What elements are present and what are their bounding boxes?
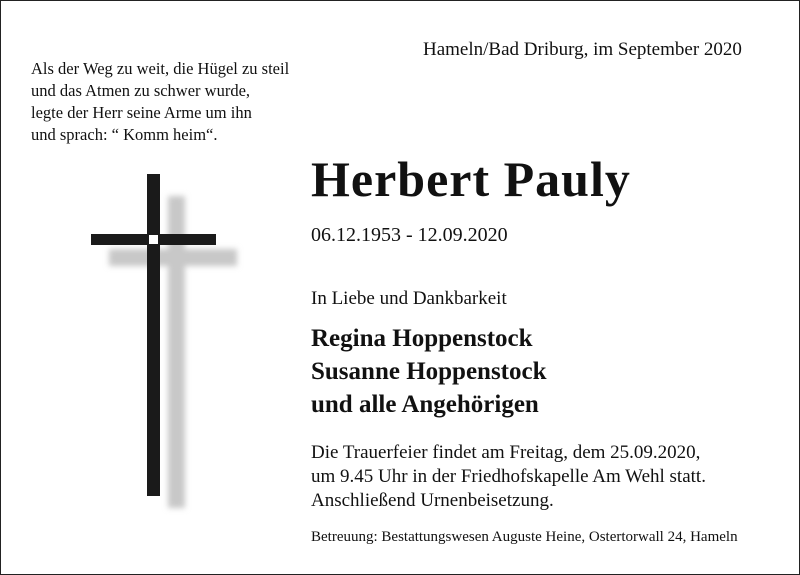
poem-line: legte der Herr seine Arme um ihn: [31, 103, 252, 122]
funeral-home-credit: Betreuung: Bestattungswesen Auguste Heine, Ostertorwall 24, Hameln: [311, 529, 738, 545]
service-info: [311, 441, 706, 513]
poem-line: und das Atmen zu schwer wurde,: [31, 81, 251, 100]
service-line: Die Trauerfeier findet am Freitag, dem 25.09.2020,: [311, 442, 701, 463]
cross-shape: [91, 174, 216, 496]
poem: [31, 58, 289, 146]
place-date: Hameln/Bad Driburg, im September 2020: [423, 39, 742, 60]
tribute-line: In Liebe und Dankbarkeit: [311, 288, 507, 309]
service-line: um 9.45 Uhr in der Friedhofskapelle Am Wehl statt.: [311, 466, 706, 487]
cross-icon: [81, 166, 251, 516]
mourner-name: Regina Hoppenstock: [311, 325, 533, 352]
life-dates: 06.12.1953 - 12.09.2020: [311, 224, 508, 246]
mourners-list: [311, 322, 547, 421]
mourner-name: und alle Angehörigen: [311, 391, 539, 418]
mourner-name: Susanne Hoppenstock: [311, 358, 547, 385]
service-line: Anschließend Urnenbeisetzung.: [311, 490, 554, 511]
poem-line: Als der Weg zu weit, die Hügel zu steil: [31, 59, 290, 78]
poem-line: und sprach: “ Komm heim“.: [31, 125, 218, 144]
deceased-name: Herbert Pauly: [311, 151, 631, 207]
